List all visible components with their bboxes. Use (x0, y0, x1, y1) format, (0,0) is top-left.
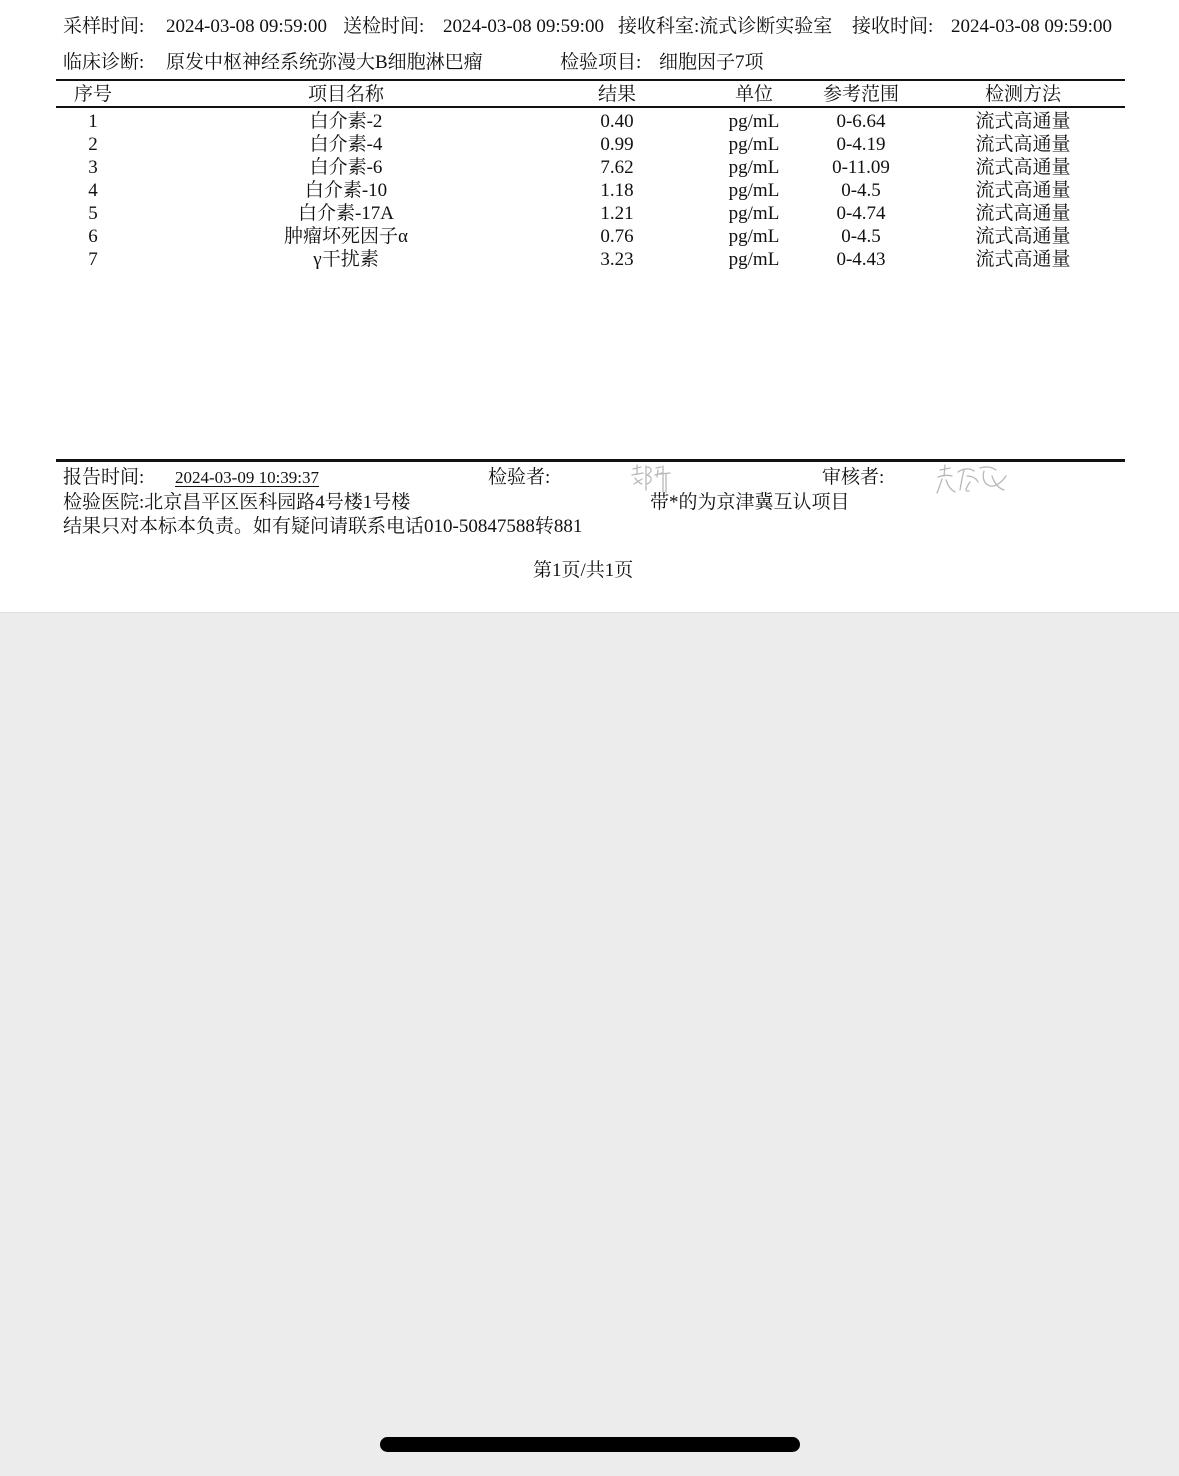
reviewer-label: 审核者: (822, 467, 885, 488)
report-time-value: 2024-03-09 10:39:37 (175, 468, 320, 487)
row-item-name: 白介素-2 (309, 111, 383, 132)
row-item-name: γ干扰素 (313, 249, 379, 270)
col-header-index: 序号 (73, 84, 112, 105)
row-reference-range: 0-4.43 (836, 249, 886, 270)
row-method: 流式高通量 (975, 111, 1071, 132)
row-item-name: 白介素-6 (309, 157, 383, 178)
row-method: 流式高通量 (975, 226, 1071, 247)
row-index: 7 (88, 249, 98, 270)
row-unit: pg/mL (728, 157, 780, 178)
row-result: 1.21 (600, 203, 634, 224)
sampling-time-label: 采样时间: (63, 16, 145, 37)
report-page (0, 0, 1179, 613)
mutual-recognition-note: 带*的为京津冀互认项目 (650, 492, 850, 513)
row-result: 0.76 (600, 226, 634, 247)
row-reference-range: 0-4.5 (841, 226, 881, 247)
row-item-name: 肿瘤坏死因子α (284, 226, 408, 247)
row-unit: pg/mL (728, 134, 780, 155)
home-indicator[interactable] (380, 1437, 800, 1452)
reviewer-signature (934, 462, 1014, 498)
page-indicator: 第1页/共1页 (533, 560, 634, 581)
row-index: 5 (88, 203, 98, 224)
row-result: 0.99 (600, 134, 634, 155)
row-unit: pg/mL (728, 249, 780, 270)
row-index: 1 (88, 111, 98, 132)
examiner-signature (628, 462, 674, 496)
row-reference-range: 0-11.09 (832, 157, 890, 178)
row-result: 7.62 (600, 157, 634, 178)
submit-time-value: 2024-03-08 09:59:00 (443, 16, 604, 37)
row-reference-range: 0-4.19 (836, 134, 886, 155)
row-result: 3.23 (600, 249, 634, 270)
col-header-unit: 单位 (734, 84, 773, 105)
row-reference-range: 0-4.5 (841, 180, 881, 201)
row-unit: pg/mL (728, 226, 780, 247)
diagnosis-label: 临床诊断: (63, 52, 145, 73)
row-result: 0.40 (600, 111, 634, 132)
row-unit: pg/mL (728, 203, 780, 224)
row-unit: pg/mL (728, 111, 780, 132)
row-method: 流式高通量 (975, 203, 1071, 224)
table-header-rule (56, 106, 1125, 108)
row-index: 3 (88, 157, 98, 178)
row-index: 4 (88, 180, 98, 201)
row-unit: pg/mL (728, 180, 780, 201)
receiving-dept: 接收科室:流式诊断实验室 (618, 16, 833, 37)
row-item-name: 白介素-4 (309, 134, 383, 155)
report-time-label: 报告时间: (63, 467, 145, 488)
col-header-method: 检测方法 (984, 84, 1061, 105)
col-header-reference-range: 参考范围 (822, 84, 899, 105)
test-item-label: 检验项目: (560, 52, 642, 73)
diagnosis-value: 原发中枢神经系统弥漫大B细胞淋巴瘤 (166, 52, 483, 73)
row-method: 流式高通量 (975, 134, 1071, 155)
row-reference-range: 0-6.64 (836, 111, 886, 132)
row-method: 流式高通量 (975, 249, 1071, 270)
receive-time-value: 2024-03-08 09:59:00 (951, 16, 1112, 37)
row-method: 流式高通量 (975, 180, 1071, 201)
row-method: 流式高通量 (975, 157, 1071, 178)
submit-time-label: 送检时间: (343, 16, 425, 37)
col-header-item-name: 项目名称 (307, 84, 384, 105)
examiner-label: 检验者: (488, 467, 551, 488)
row-index: 6 (88, 226, 98, 247)
row-reference-range: 0-4.74 (836, 203, 886, 224)
receive-time-label: 接收时间: (852, 16, 934, 37)
row-item-name: 白介素-10 (304, 180, 388, 201)
col-header-result: 结果 (597, 84, 636, 105)
sampling-time-value: 2024-03-08 09:59:00 (166, 16, 327, 37)
row-item-name: 白介素-17A (297, 203, 395, 224)
hospital-address: 检验医院:北京昌平区医科园路4号楼1号楼 (63, 492, 411, 513)
row-result: 1.18 (600, 180, 634, 201)
table-top-rule (56, 79, 1125, 81)
disclaimer: 结果只对本标本负责。如有疑问请联系电话010-50847588转881 (63, 516, 583, 537)
test-item-value: 细胞因子7项 (659, 52, 764, 73)
row-index: 2 (88, 134, 98, 155)
